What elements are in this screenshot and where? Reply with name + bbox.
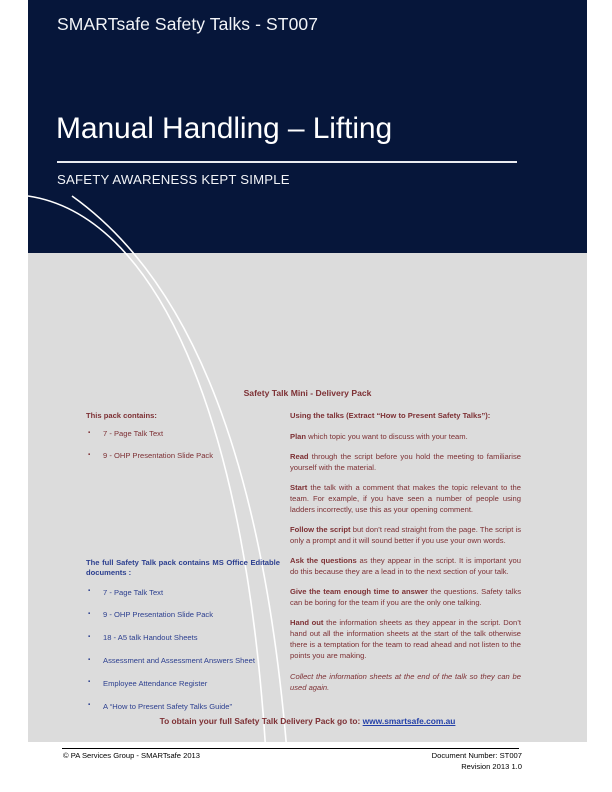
pack-contains-heading: This pack contains:: [86, 411, 157, 420]
paragraph-lead: Read: [290, 452, 309, 462]
pack-title: Safety Talk Mini - Delivery Pack: [243, 388, 372, 398]
using-heading-text: Using the talks (Extract “How to Present Safety Talks”):: [290, 411, 491, 420]
footer-divider: [62, 748, 519, 749]
footer-copyright: © PA Services Group - SMARTsafe 2013: [63, 751, 200, 760]
pack-contains-section: [86, 411, 276, 473]
smartsafe-link[interactable]: www.smartsafe.com.au: [362, 716, 456, 726]
using-paragraph: [290, 432, 521, 443]
paragraph-body: the questions. Safety talks can be boring for the team if you are the only one talking.: [290, 587, 521, 607]
paragraph-body: through the script before you hold the meeting to familiarise yourself with the material.: [290, 452, 521, 472]
using-the-talks-section: [290, 411, 521, 703]
paragraph-body: the information sheets as they appear in the script. Don’t hand out all the information sheets at the start of the talk otherwise there is a temptation for the team to read ahead and not listen to the points you are making.: [290, 618, 521, 660]
paragraph-lead: Follow the script: [290, 524, 351, 534]
using-paragraph: [290, 618, 521, 661]
footer-document-info: [432, 751, 522, 773]
list-item: ▪ 7 - Page Talk Text: [86, 429, 276, 439]
list-item: ▪ 7 - Page Talk Text: [86, 588, 280, 598]
paragraph-body: but don’t read straight from the page. The script is only a prompt and it will sound better if you use your own words.: [290, 524, 521, 545]
full-pack-section: [86, 558, 280, 725]
list-item: ▪ 9 - OHP Presentation Slide Pack: [86, 610, 280, 620]
full-pack-heading: The full Safety Talk pack contains MS Office Editable documents :: [86, 558, 280, 578]
footer-document-number: Document Number: ST007: [431, 751, 522, 760]
using-the-talks-heading: [290, 411, 521, 422]
paragraph-lead: Give the team enough time to answer: [290, 587, 428, 597]
list-item: ▪ Employee Attendance Register: [86, 679, 280, 689]
paragraph-lead: Hand out: [290, 618, 324, 628]
using-paragraph: [290, 525, 521, 547]
cover-kicker: SMARTsafe Safety Talks - ST007: [57, 14, 319, 34]
paragraph-body: which topic you want to discuss with your team.: [306, 431, 468, 441]
list-item: ▪ 9 - OHP Presentation Slide Pack: [86, 451, 276, 461]
using-paragraph: [290, 452, 521, 474]
list-item: ▪ A “How to Present Safety Talks Guide”: [86, 702, 280, 712]
footer-revision: Revision 2013 1.0: [461, 761, 522, 771]
pack-contains-list: [86, 429, 276, 461]
paragraph-lead: Start: [290, 483, 308, 493]
paragraph-lead: Plan: [290, 431, 307, 441]
list-item: ▪ 18 - A5 talk Handout Sheets: [86, 633, 280, 643]
paragraph-lead: Ask the questions: [290, 556, 357, 566]
cover-subtitle: SAFETY AWARENESS KEPT SIMPLE: [57, 172, 290, 187]
using-the-talks-paragraphs: [290, 432, 521, 694]
call-to-action: [28, 716, 587, 726]
full-pack-list: [86, 588, 280, 712]
paragraph-body: the talk with a comment that makes the topic relevant to the team. For example, if you have seen a number of people using ladders incorrectly, use this as your opening comment.: [290, 483, 521, 514]
using-paragraph: [290, 672, 521, 694]
using-paragraph: [290, 587, 521, 609]
using-paragraph: [290, 483, 521, 515]
cta-text: To obtain your full Safety Talk Delivery Pack go to:: [159, 716, 363, 726]
list-item: ▪ Assessment and Assessment Answers Sheet: [86, 656, 280, 666]
paragraph-body: Collect the information sheets at the end of the talk so they can be used again.: [290, 672, 521, 693]
title-divider: [57, 161, 517, 163]
page-title: Manual Handling – Lifting: [56, 112, 393, 145]
paragraph-body: as they appear in the script. It is important you do this because they are a lead in to the next section of your talk.: [290, 556, 521, 576]
using-paragraph: [290, 556, 521, 578]
